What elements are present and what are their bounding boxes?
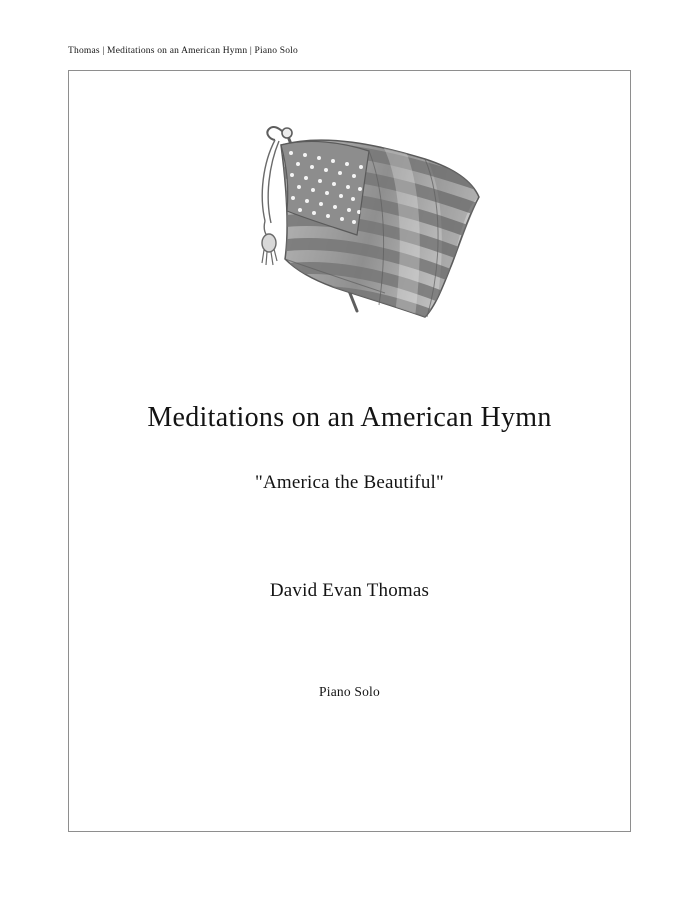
flag-body [269,139,487,333]
instrumentation-label: Piano Solo [319,683,380,699]
flag-cord-and-tassel [262,140,279,265]
running-header: Thomas | Meditations on an American Hymn | Piano Solo [68,46,298,56]
page-title: Meditations on an American Hymn [147,402,552,433]
subtitle: "America the Beautiful" [255,471,444,493]
american-flag-illustration [229,111,509,341]
title-block [69,401,630,700]
composer-name: David Evan Thomas [269,579,430,601]
title-frame [68,70,631,832]
